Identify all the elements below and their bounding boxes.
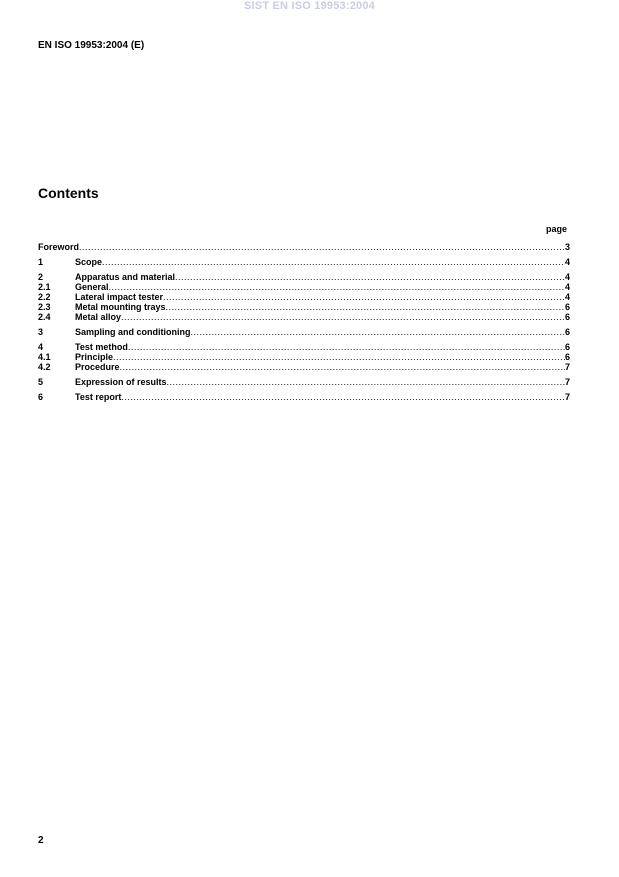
toc-entry-page: 4 <box>564 282 570 292</box>
dot-leader <box>191 327 565 337</box>
toc-entry-number: 1 <box>38 257 44 267</box>
toc-entry-number: 5 <box>38 377 44 387</box>
toc-entry-procedure[interactable] <box>38 362 570 372</box>
toc-entry-page: 4 <box>564 292 570 302</box>
toc-entry-page: 4 <box>564 257 570 267</box>
document-identifier: EN ISO 19953:2004 (E) <box>38 40 145 51</box>
toc-entry-lateral-impact-tester[interactable] <box>38 292 570 302</box>
dot-leader <box>166 302 565 312</box>
toc-entry-principle[interactable] <box>38 352 570 362</box>
contents-heading: Contents <box>38 185 99 201</box>
toc-entry-sampling[interactable] <box>38 327 570 337</box>
toc-entry-page: 6 <box>564 352 570 362</box>
toc-entry-number: 4 <box>38 342 44 352</box>
dot-leader <box>79 242 565 252</box>
toc-entry-number: 4.1 <box>38 352 51 362</box>
toc-entry-test-report[interactable] <box>38 392 570 402</box>
dot-leader <box>121 392 565 402</box>
toc-entry-title: Foreword <box>38 242 80 252</box>
toc-entry-page: 4 <box>564 272 570 282</box>
toc-entry-number: 2.2 <box>38 292 51 302</box>
toc-entry-number: 2.4 <box>38 312 51 322</box>
toc-entry-page: 7 <box>564 362 570 372</box>
toc-entry-page: 6 <box>564 327 570 337</box>
toc-entry-metal-mounting-trays[interactable] <box>38 302 570 312</box>
toc-entry-title: Procedure <box>75 362 120 372</box>
watermark: SIST EN ISO 19953:2004 <box>244 0 375 12</box>
toc-entry-test-method[interactable] <box>38 342 570 352</box>
dot-leader <box>102 257 565 267</box>
toc-entry-title: Metal mounting trays <box>75 302 166 312</box>
toc-entry-page: 6 <box>564 302 570 312</box>
dot-leader <box>163 292 565 302</box>
toc-entry-number: 2 <box>38 272 44 282</box>
dot-leader <box>120 362 565 372</box>
toc-entry-expression-of-results[interactable] <box>38 377 570 387</box>
toc-entry-title: Scope <box>75 257 103 267</box>
toc-entry-title: Expression of results <box>75 377 167 387</box>
dot-leader <box>121 312 565 322</box>
toc-entry-number: 3 <box>38 327 44 337</box>
toc-entry-title: Test report <box>75 392 122 402</box>
toc-entry-title: Apparatus and material <box>75 272 176 282</box>
toc-entry-number: 2.1 <box>38 282 51 292</box>
toc-entry-title: Principle <box>75 352 114 362</box>
toc-entry-title: Lateral impact tester <box>75 292 164 302</box>
dot-leader <box>109 282 565 292</box>
toc-entry-scope[interactable] <box>38 257 570 267</box>
toc-entry-general[interactable] <box>38 282 570 292</box>
toc-entry-title: Sampling and conditioning <box>75 327 191 337</box>
toc-entry-title: Metal alloy <box>75 312 122 322</box>
toc-entry-title: General <box>75 282 109 292</box>
dot-leader <box>167 377 565 387</box>
page-number: 2 <box>38 835 44 846</box>
dot-leader <box>128 342 565 352</box>
toc-entry-page: 7 <box>564 377 570 387</box>
page-column-label: page <box>545 224 567 234</box>
toc-entry-number: 4.2 <box>38 362 51 372</box>
toc-entry-page: 6 <box>564 312 570 322</box>
dot-leader <box>113 352 565 362</box>
table-of-contents <box>38 242 570 402</box>
toc-entry-number: 2.3 <box>38 302 51 312</box>
toc-entry-page: 3 <box>564 242 570 252</box>
toc-entry-page: 7 <box>564 392 570 402</box>
toc-entry-foreword[interactable] <box>38 242 570 252</box>
dot-leader <box>175 272 565 282</box>
toc-entry-title: Test method <box>75 342 128 352</box>
toc-entry-apparatus[interactable] <box>38 272 570 282</box>
toc-entry-page: 6 <box>564 342 570 352</box>
toc-entry-metal-alloy[interactable] <box>38 312 570 322</box>
toc-entry-number: 6 <box>38 392 44 402</box>
